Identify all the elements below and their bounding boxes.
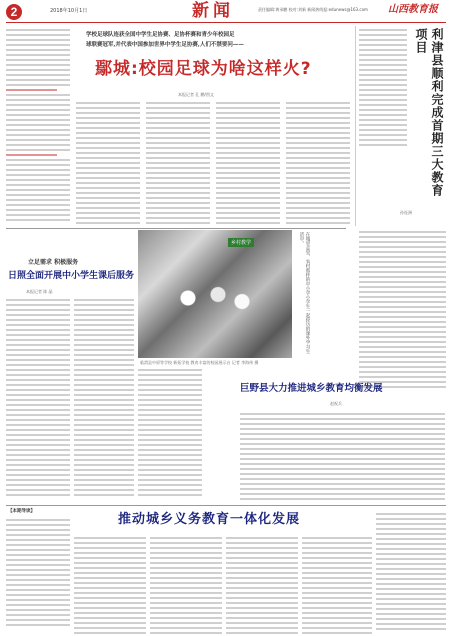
bottom-story-intro [6, 516, 70, 634]
header-rule [6, 22, 446, 23]
lead-kicker-1: 学校足球队连获全国中学生足协赛、足协杯赛和青少年校园足 [86, 32, 235, 38]
sidebar-byline: 孙连洲 [400, 210, 412, 215]
left-story-col-1 [6, 296, 70, 501]
bottom-story-col-3 [226, 534, 298, 634]
lead-kicker-2: 球联赛冠军,并代表中国参加世界中学生足协赛,人们不禁要问—— [86, 42, 244, 48]
left-story-headline: 日照全面开展中小学生课后服务 [8, 271, 135, 281]
bottom-story-label: 【本期导读】 [8, 509, 35, 514]
photo-sign: 乡村教学 [228, 238, 254, 247]
feature-photo-caption: 临渭县中原等学校 新拓学校 教育丰富的校园展示台 记者 李海伟 摄 [140, 360, 259, 365]
bottom-story-rule [6, 505, 446, 506]
editor-info: 责任编辑:黄承鹏 校对:刘新 新闻热线报:edunews@163.com [258, 7, 368, 12]
middle-story-text-right [240, 410, 445, 502]
lead-headline: 鄢城:校园足球为啥这样火? [95, 59, 312, 79]
bottom-story-col-5 [376, 510, 446, 634]
section-title: 新闻 [192, 1, 234, 21]
sidebar-divider [355, 26, 356, 226]
lead-body-col-3 [216, 99, 280, 227]
lead-byline: 本报记者 孔 鹏/图文 [178, 92, 214, 97]
bottom-story-col-2 [150, 534, 222, 634]
feature-photo-caption-vertical: 在城里走里、农村那样的中小学小学生一起经历的课外学习生活中。 [299, 232, 310, 354]
photo-child-group [152, 270, 272, 340]
left-story-byline: 本报记者 陈 晶 [26, 289, 53, 294]
issue-date: 2018年10月1日 [50, 8, 88, 14]
masthead-logo: 山西教育报 [388, 4, 438, 15]
lead-body-col-4 [286, 99, 350, 227]
feature-photo [138, 230, 292, 358]
left-story-kicker: 立足需求 积极服务 [28, 259, 79, 266]
sidebar-top-text [359, 26, 407, 156]
left-story-col-2 [74, 296, 134, 501]
middle-story-headline: 巨野县大力推进城乡教育均衡发展 [240, 383, 383, 394]
middle-story-byline: 赵祝兵 [330, 401, 342, 406]
page-number-badge: 2 [6, 4, 22, 20]
left-story-rule [6, 228, 346, 229]
sidebar-headline: 利津县顺利完成首期三大教育项目 [414, 28, 444, 197]
middle-story-text-left [138, 366, 202, 501]
left-top-column [6, 26, 70, 226]
lead-body-col-2 [146, 99, 210, 227]
bottom-story-headline: 推动城乡义务教育一体化发展 [118, 512, 301, 527]
bottom-story-col-1 [74, 534, 146, 634]
right-lower-text [359, 228, 446, 393]
bottom-story-col-4 [302, 534, 372, 634]
lead-body-col-1 [76, 99, 140, 227]
